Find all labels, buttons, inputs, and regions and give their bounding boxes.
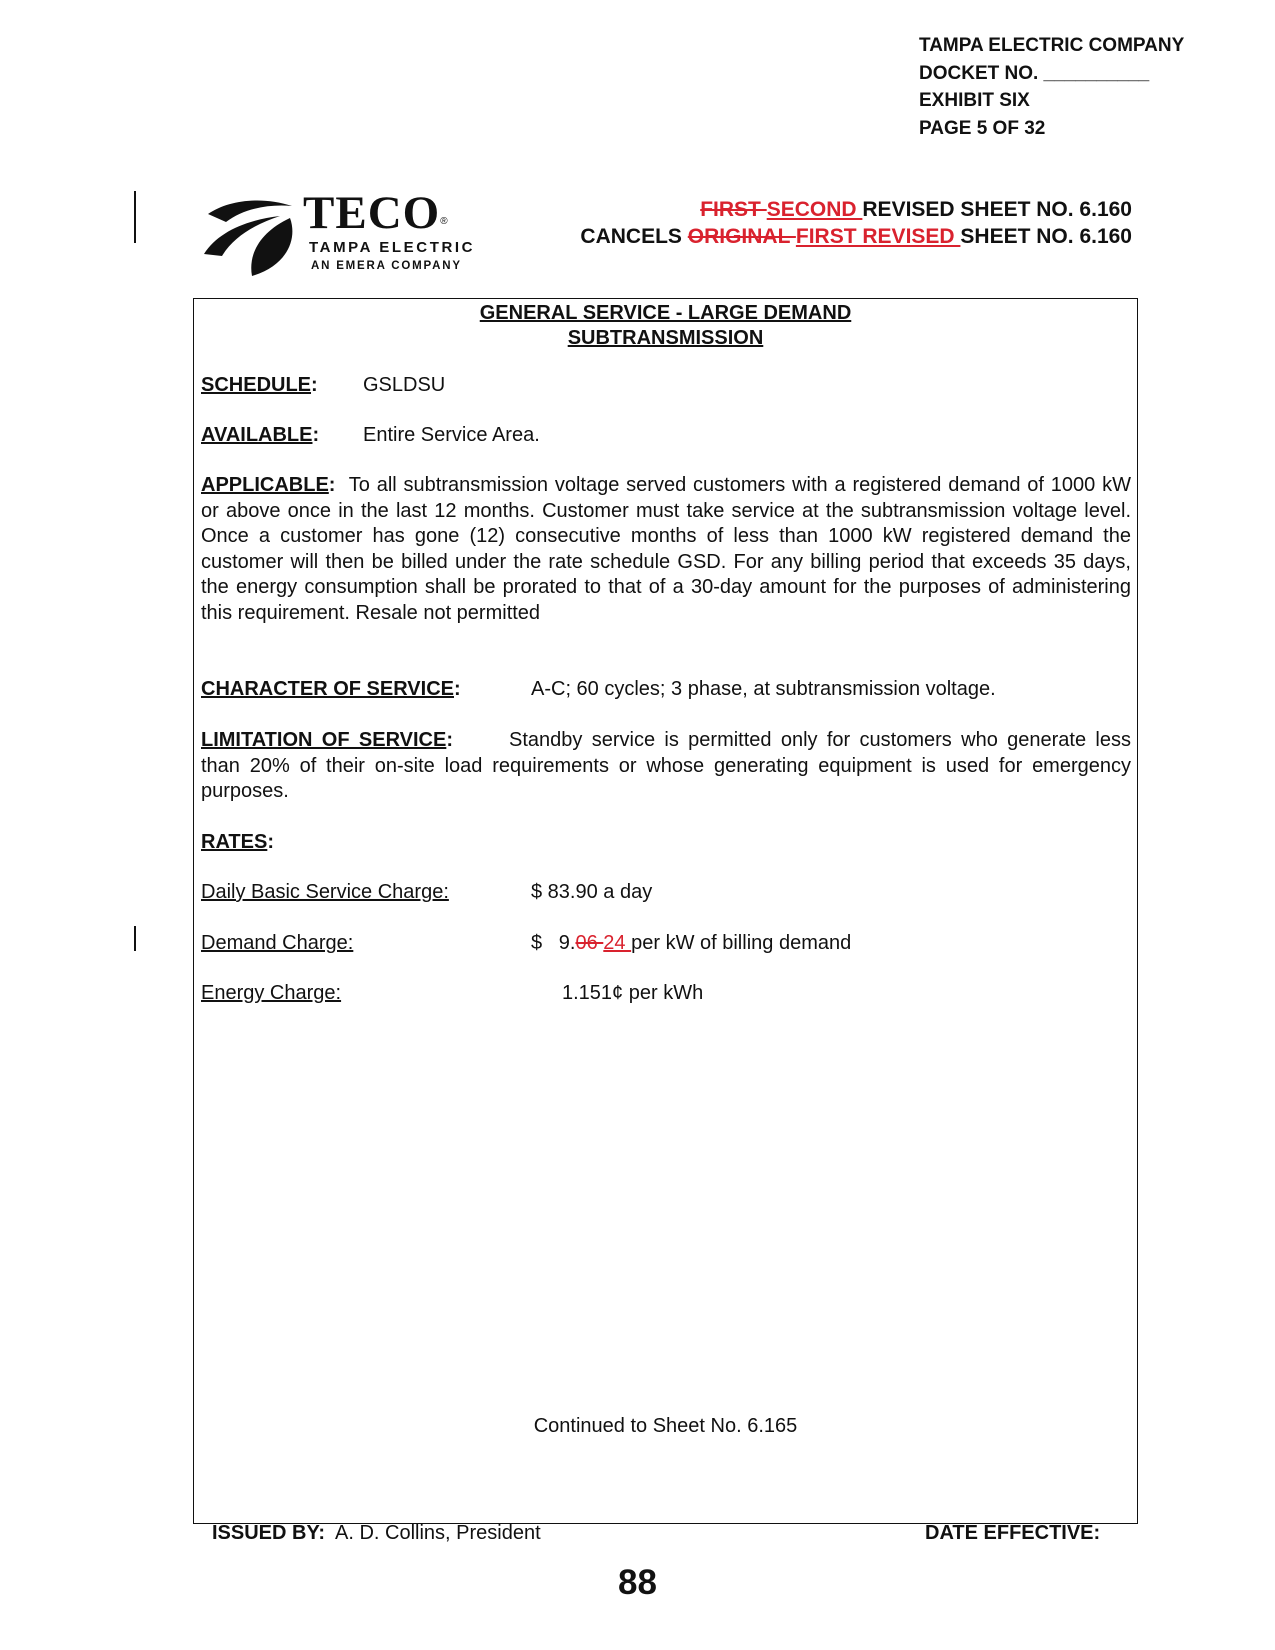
energy-charge-value: 1.151¢ per kWh — [562, 982, 704, 1004]
page-number: 88 — [618, 1563, 657, 1602]
character-value: A-C; 60 cycles; 3 phase, at subtransmission voltage. — [531, 678, 996, 700]
struck-text: 06 — [575, 932, 604, 954]
schedule-value: GSLDSU — [363, 374, 446, 396]
tariff-title: GENERAL SERVICE - LARGE DEMAND SUBTRANSMISSION — [479, 302, 852, 349]
energy-charge-row — [201, 981, 1131, 1007]
character-label: CHARACTER OF SERVICE — [201, 678, 454, 700]
available-section: AVAILABLE: Entire Service Area. — [201, 423, 1131, 449]
limitation-label: LIMITATION OF SERVICE — [201, 729, 447, 751]
teco-logo — [200, 187, 520, 278]
logo-tagline: AN EMERA COMPANY — [311, 260, 462, 272]
struck-text: FIRST — [700, 198, 767, 221]
daily-charge-row — [201, 880, 1131, 906]
rates-heading: RATES: — [201, 831, 274, 853]
demand-charge-label: Demand Charge: — [201, 932, 354, 954]
energy-charge-label: Energy Charge: — [201, 982, 342, 1004]
applicable-label: APPLICABLE — [201, 474, 329, 496]
available-label: AVAILABLE — [201, 424, 313, 446]
docket-number: DOCKET NO. __________ — [919, 62, 1150, 84]
demand-charge-value: $ 9.06 24 per kW of billing demand — [531, 932, 852, 954]
revision-change-bar — [134, 926, 136, 951]
inserted-text: FIRST REVISED — [795, 225, 961, 248]
schedule-section: SCHEDULE: GSLDSU — [201, 373, 1131, 399]
continued-note: Continued to Sheet No. 6.165 — [533, 1415, 798, 1437]
header-block — [919, 32, 1184, 142]
struck-text: ORIGINAL — [687, 225, 796, 248]
inserted-text: 24 — [603, 932, 632, 954]
company-name: TAMPA ELECTRIC COMPANY — [919, 35, 1185, 56]
limitation-text: Standby service is permitted only for customers who generate less than 20% of their on-site load requirements or whose generating equipment is used for emergency purposes. — [201, 729, 1131, 802]
schedule-label: SCHEDULE — [201, 374, 312, 396]
available-value: Entire Service Area. — [363, 424, 540, 446]
logo-subtitle: TAMPA ELECTRIC — [309, 239, 476, 256]
inserted-text: SECOND — [766, 198, 863, 221]
character-section: CHARACTER OF SERVICE: A-C; 60 cycles; 3 phase, at subtransmission voltage. — [201, 677, 1131, 703]
teco-swoosh-icon — [200, 192, 300, 278]
daily-charge-value: $ 83.90 a day — [531, 881, 653, 903]
sheet-line-1: FIRST SECOND REVISED SHEET NO. 6.160 — [700, 198, 1132, 221]
exhibit-label: EXHIBIT SIX — [919, 90, 1030, 111]
rates-label: RATES — [201, 831, 268, 853]
daily-charge-label: Daily Basic Service Charge: — [201, 881, 449, 903]
date-effective: DATE EFFECTIVE: — [925, 1522, 1101, 1544]
page-indicator: PAGE 5 OF 32 — [919, 117, 1046, 139]
applicable-text: To all subtransmission voltage served customers with a registered demand of 1000 kW or above once in the last 12 months. Customer must take service at the subtransmission voltage level. Once a customer has gone (12) consecutive months of less than 1000 kW registered demand the customer will then be billed under the rate schedule GSD. For any billing period that exceeds 35 days, the energy consumption shall be prorated to that of a 30-day amount for the purposes of administering this requirement. Resale not permitted — [201, 474, 1131, 624]
revision-change-bar — [134, 191, 136, 243]
logo-wordmark: TECO® — [303, 187, 449, 239]
limitation-section: LIMITATION OF SERVICE: Standby service is permitted only for customers who generate less than 20% of their on-site load requirements or whose generating equipment is used for emergency purposes. — [201, 729, 1131, 802]
sheet-line-2: CANCELS ORIGINAL FIRST REVISED SHEET NO. 6.160 — [580, 225, 1132, 248]
demand-charge-row — [201, 931, 1131, 957]
issued-by: ISSUED BY: A. D. Collins, President — [212, 1522, 541, 1544]
sheet-revision-block — [580, 196, 1132, 250]
applicable-section: APPLICABLE: To all subtransmission voltage served customers with a registered demand of 1000 kW or above once in the last 12 months. Customer must take service at the subtransmission voltage level. Once a customer has gone (12) consecutive months of less than 1000 kW registered demand the customer will then be billed under the rate schedule GSD. For any billing period that exceeds 35 days, the energy consumption shall be prorated to that of a 30-day amount for the purposes of administering this requirement. Resale not permitted — [201, 474, 1131, 624]
